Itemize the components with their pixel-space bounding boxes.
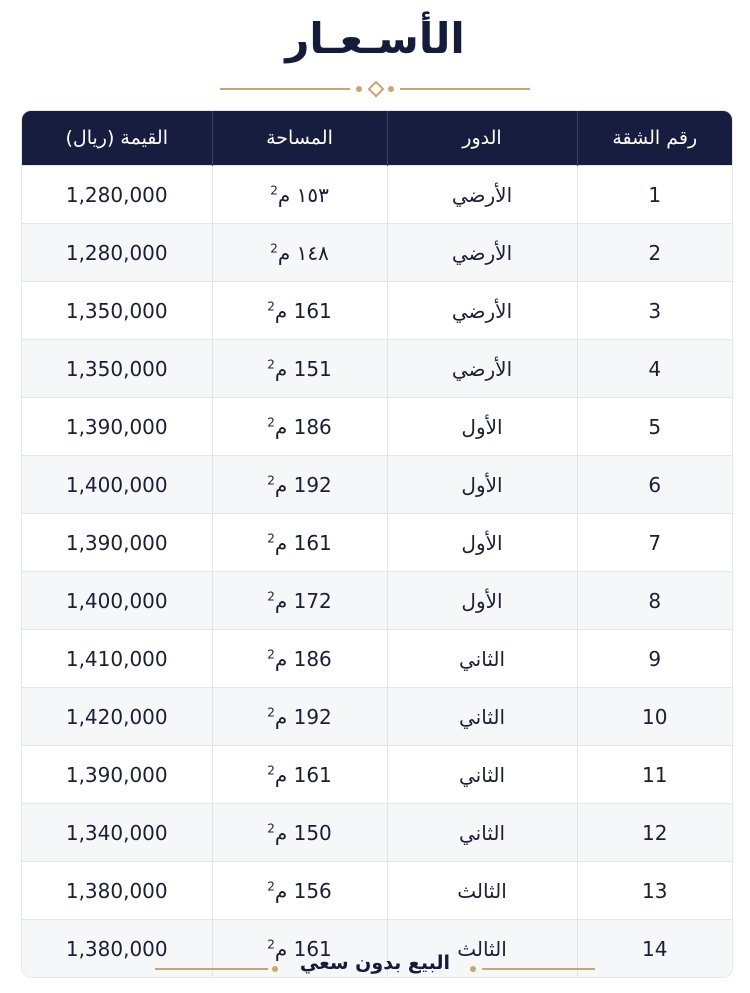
area-value: 151 bbox=[293, 356, 332, 381]
cell-unit: 9 bbox=[577, 630, 732, 688]
area-unit: م bbox=[274, 704, 288, 729]
area-unit: م bbox=[274, 298, 288, 323]
cell-unit: 6 bbox=[577, 456, 732, 514]
cell-floor: الأول bbox=[387, 572, 577, 630]
page-title: الأسـعـار bbox=[285, 14, 465, 63]
cell-price: 1,340,000 bbox=[22, 804, 212, 862]
cell-unit: 10 bbox=[577, 688, 732, 746]
table-row bbox=[22, 340, 732, 398]
area-unit-power: 2 bbox=[270, 182, 278, 197]
cell-area bbox=[212, 282, 387, 340]
area-unit-power: 2 bbox=[267, 762, 275, 777]
cell-price: 1,280,000 bbox=[22, 166, 212, 224]
area-unit: م bbox=[274, 588, 288, 613]
cell-area bbox=[212, 804, 387, 862]
table-row bbox=[22, 514, 732, 572]
area-value: 161 bbox=[293, 530, 332, 555]
cell-area bbox=[212, 456, 387, 514]
table-row bbox=[22, 456, 732, 514]
title-ornament bbox=[220, 82, 530, 96]
area-value: 186 bbox=[293, 414, 332, 439]
table-row bbox=[22, 630, 732, 688]
cell-unit: 2 bbox=[577, 224, 732, 282]
cell-area bbox=[212, 514, 387, 572]
area-unit: م bbox=[277, 182, 291, 207]
cell-floor: الأرضي bbox=[387, 340, 577, 398]
cell-area bbox=[212, 630, 387, 688]
area-unit-power: 2 bbox=[267, 704, 275, 719]
area-unit: م bbox=[274, 762, 288, 787]
price-table bbox=[21, 110, 733, 978]
cell-area bbox=[212, 224, 387, 282]
cell-floor: الأول bbox=[387, 398, 577, 456]
table-row bbox=[22, 688, 732, 746]
table-row bbox=[22, 804, 732, 862]
area-value: 186 bbox=[293, 646, 332, 671]
cell-floor: الثاني bbox=[387, 688, 577, 746]
cell-floor: الأول bbox=[387, 456, 577, 514]
cell-unit: 11 bbox=[577, 746, 732, 804]
cell-area bbox=[212, 398, 387, 456]
area-unit: م bbox=[274, 472, 288, 497]
area-unit-power: 2 bbox=[267, 472, 275, 487]
area-unit-power: 2 bbox=[267, 878, 275, 893]
cell-price: 1,420,000 bbox=[22, 688, 212, 746]
cell-price: 1,380,000 bbox=[22, 920, 212, 978]
cell-area bbox=[212, 746, 387, 804]
area-unit-power: 2 bbox=[267, 414, 275, 429]
area-value: 192 bbox=[293, 704, 332, 729]
cell-price: 1,350,000 bbox=[22, 282, 212, 340]
cell-price: 1,390,000 bbox=[22, 514, 212, 572]
cell-price: 1,400,000 bbox=[22, 572, 212, 630]
cell-price: 1,350,000 bbox=[22, 340, 212, 398]
area-value: 161 bbox=[293, 298, 332, 323]
header-price: القيمة (ريال) bbox=[22, 111, 212, 166]
area-unit-power: 2 bbox=[267, 936, 275, 951]
cell-area bbox=[212, 572, 387, 630]
cell-price: 1,380,000 bbox=[22, 862, 212, 920]
area-unit-power: 2 bbox=[267, 646, 275, 661]
cell-floor: الثاني bbox=[387, 804, 577, 862]
header-area: المساحة bbox=[212, 111, 387, 166]
area-value: 161 bbox=[293, 936, 332, 961]
area-unit: م bbox=[274, 820, 288, 845]
table-row bbox=[22, 572, 732, 630]
cell-area bbox=[212, 166, 387, 224]
cell-unit: 3 bbox=[577, 282, 732, 340]
header-unit: رقم الشقة bbox=[577, 111, 732, 166]
cell-area bbox=[212, 862, 387, 920]
cell-floor: الأرضي bbox=[387, 224, 577, 282]
cell-price: 1,410,000 bbox=[22, 630, 212, 688]
cell-unit: 13 bbox=[577, 862, 732, 920]
area-unit: م bbox=[274, 936, 288, 961]
cell-unit: 7 bbox=[577, 514, 732, 572]
footer-ornament-left bbox=[155, 964, 280, 974]
cell-area bbox=[212, 340, 387, 398]
table-row bbox=[22, 166, 732, 224]
table-row bbox=[22, 398, 732, 456]
area-value: 192 bbox=[293, 472, 332, 497]
cell-area bbox=[212, 688, 387, 746]
cell-unit: 5 bbox=[577, 398, 732, 456]
cell-floor: الأرضي bbox=[387, 166, 577, 224]
cell-floor: الثاني bbox=[387, 630, 577, 688]
area-unit-power: 2 bbox=[267, 588, 275, 603]
table-row bbox=[22, 746, 732, 804]
cell-floor: الثالث bbox=[387, 920, 577, 978]
area-unit-power: 2 bbox=[267, 530, 275, 545]
area-unit: م bbox=[277, 240, 291, 265]
cell-floor: الثاني bbox=[387, 746, 577, 804]
cell-unit: 4 bbox=[577, 340, 732, 398]
header-floor: الدور bbox=[387, 111, 577, 166]
cell-unit: 1 bbox=[577, 166, 732, 224]
area-unit: م bbox=[274, 646, 288, 671]
area-value: 156 bbox=[293, 878, 332, 903]
cell-unit: 14 bbox=[577, 920, 732, 978]
cell-price: 1,390,000 bbox=[22, 746, 212, 804]
area-value: 150 bbox=[293, 820, 332, 845]
area-value: 172 bbox=[293, 588, 332, 613]
cell-price: 1,400,000 bbox=[22, 456, 212, 514]
table-row bbox=[22, 862, 732, 920]
table-header-row bbox=[22, 111, 732, 166]
cell-price: 1,390,000 bbox=[22, 398, 212, 456]
area-unit: م bbox=[274, 356, 288, 381]
cell-unit: 12 bbox=[577, 804, 732, 862]
cell-floor: الأول bbox=[387, 514, 577, 572]
area-value: ١٤٨ bbox=[296, 240, 329, 265]
footer-note: البيع بدون سعي bbox=[299, 952, 451, 974]
diamond-icon bbox=[368, 81, 385, 98]
area-unit: م bbox=[274, 530, 288, 555]
area-value: ١٥٣ bbox=[296, 182, 329, 207]
cell-price: 1,280,000 bbox=[22, 224, 212, 282]
cell-floor: الأرضي bbox=[387, 282, 577, 340]
table-row bbox=[22, 282, 732, 340]
area-unit: م bbox=[274, 878, 288, 903]
cell-floor: الثالث bbox=[387, 862, 577, 920]
area-unit: م bbox=[274, 414, 288, 439]
area-unit-power: 2 bbox=[267, 356, 275, 371]
area-value: 161 bbox=[293, 762, 332, 787]
table-row bbox=[22, 224, 732, 282]
area-unit-power: 2 bbox=[270, 240, 278, 255]
cell-unit: 8 bbox=[577, 572, 732, 630]
area-unit-power: 2 bbox=[267, 820, 275, 835]
area-unit-power: 2 bbox=[267, 298, 275, 313]
